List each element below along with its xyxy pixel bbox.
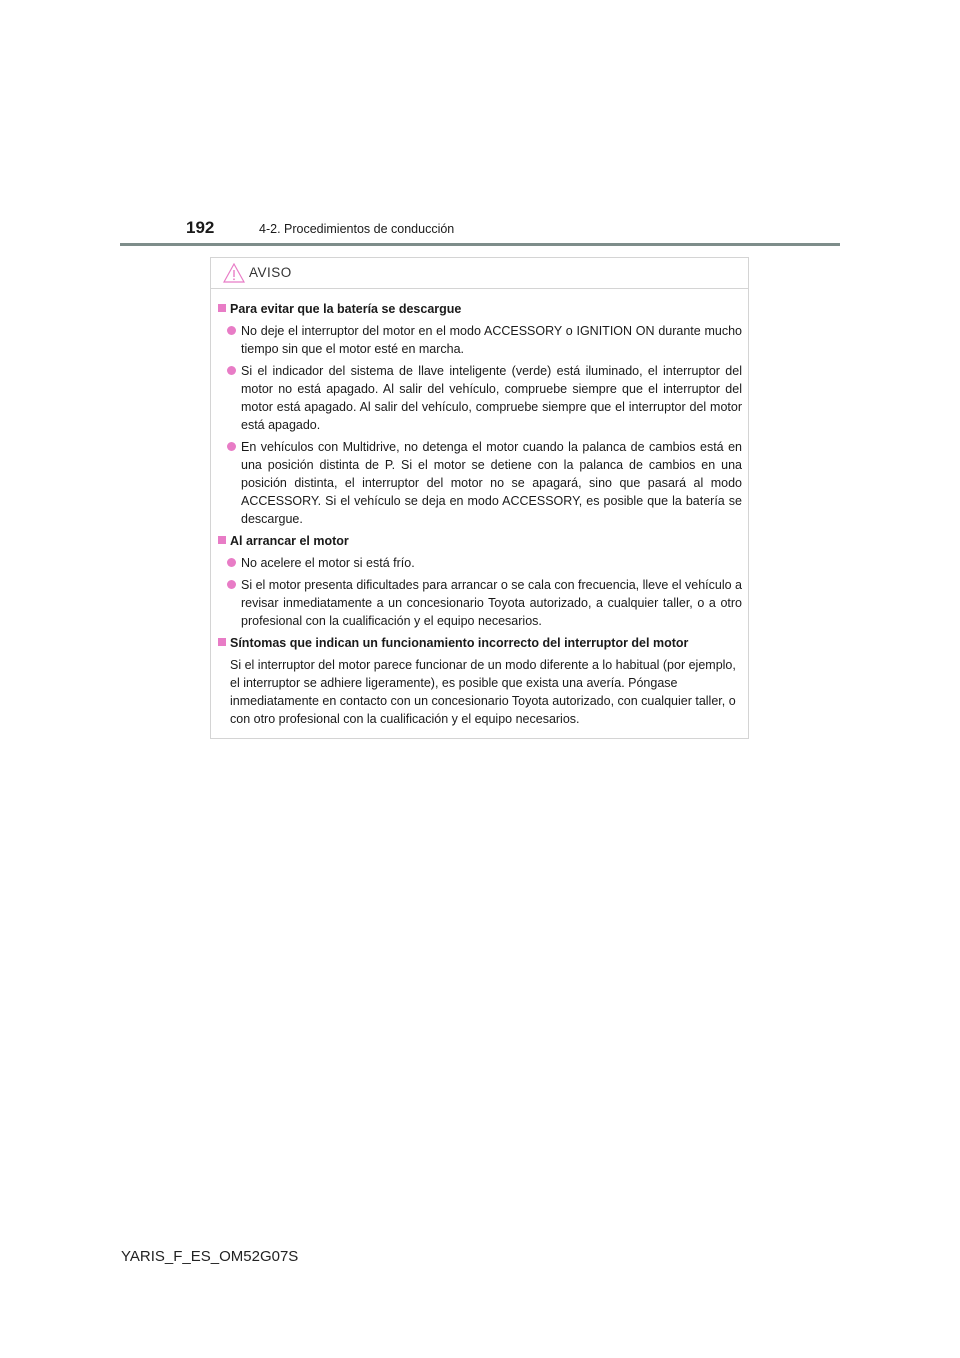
square-bullet-icon xyxy=(218,536,226,544)
warning-triangle-icon xyxy=(223,263,245,283)
bullet-text: No acelere el motor si está frío. xyxy=(241,556,415,570)
bullet-item xyxy=(218,322,742,358)
round-bullet-icon xyxy=(227,366,236,375)
square-bullet-icon xyxy=(218,304,226,312)
section-heading xyxy=(218,634,742,652)
section-heading-text: Para evitar que la batería se descargue xyxy=(230,302,462,316)
round-bullet-icon xyxy=(227,326,236,335)
section-title: 4-2. Procedimientos de conducción xyxy=(259,222,455,236)
warning-body xyxy=(211,289,748,728)
bullet-item xyxy=(218,576,742,630)
bullet-item xyxy=(218,438,742,528)
round-bullet-icon xyxy=(227,580,236,589)
footer-doc-code: YARIS_F_ES_OM52G07S xyxy=(121,1248,299,1265)
section-paragraph: Si el interruptor del motor parece funcionar de un modo diferente a lo habitual (por ejemplo, el interruptor se adhiere ligeramente), es posible que exista una avería. Póngase inmediatamente en contacto con un concesionario Toyota autorizado, con cualquier taller, o con otro profesional con la cualificación y el equipo necesarios. xyxy=(230,658,736,726)
bullet-item xyxy=(218,554,742,572)
header-rule xyxy=(120,243,840,246)
warning-box xyxy=(210,257,749,739)
bullet-text: Si el motor presenta dificultades para arrancar o se cala con frecuencia, lleve el vehículo a revisar inmediatamente a un concesionario Toyota autorizado, a cualquier taller, o a otro profesional con la cualificación y el equipo necesarios. xyxy=(241,578,742,628)
bullet-text: Si el indicador del sistema de llave inteligente (verde) está iluminado, el interruptor del motor no está apagado. Al salir del vehículo, compruebe siempre que el interruptor del motor está apagado. Al salir del vehículo, compruebe siempre que el interruptor del motor está apagado. xyxy=(241,364,742,432)
page-number: 192 xyxy=(186,218,215,237)
section-heading-text: Síntomas que indican un funcionamiento incorrecto del interruptor del motor xyxy=(230,636,689,650)
round-bullet-icon xyxy=(227,442,236,451)
bullet-item xyxy=(218,362,742,434)
section-malfunction xyxy=(218,634,742,728)
section-battery xyxy=(218,300,742,528)
warning-label: AVISO xyxy=(249,265,292,280)
round-bullet-icon xyxy=(227,558,236,567)
section-heading xyxy=(218,532,742,550)
square-bullet-icon xyxy=(218,638,226,646)
bullet-text: En vehículos con Multidrive, no detenga el motor cuando la palanca de cambios está en una posición distinta de P. Si el motor se detiene con la palanca de cambios en una posición distinta, el interruptor del motor no se apagará, sino que pasará al modo ACCESSORY. Si el vehículo se deja en modo ACCESSORY, es posible que la batería se descargue. xyxy=(241,440,742,526)
section-heading xyxy=(218,300,742,318)
warning-header xyxy=(211,258,748,289)
section-starting xyxy=(218,532,742,630)
bullet-text: No deje el interruptor del motor en el modo ACCESSORY o IGNITION ON durante mucho tiempo sin que el motor esté en marcha. xyxy=(241,324,742,356)
section-heading-text: Al arrancar el motor xyxy=(230,534,349,548)
